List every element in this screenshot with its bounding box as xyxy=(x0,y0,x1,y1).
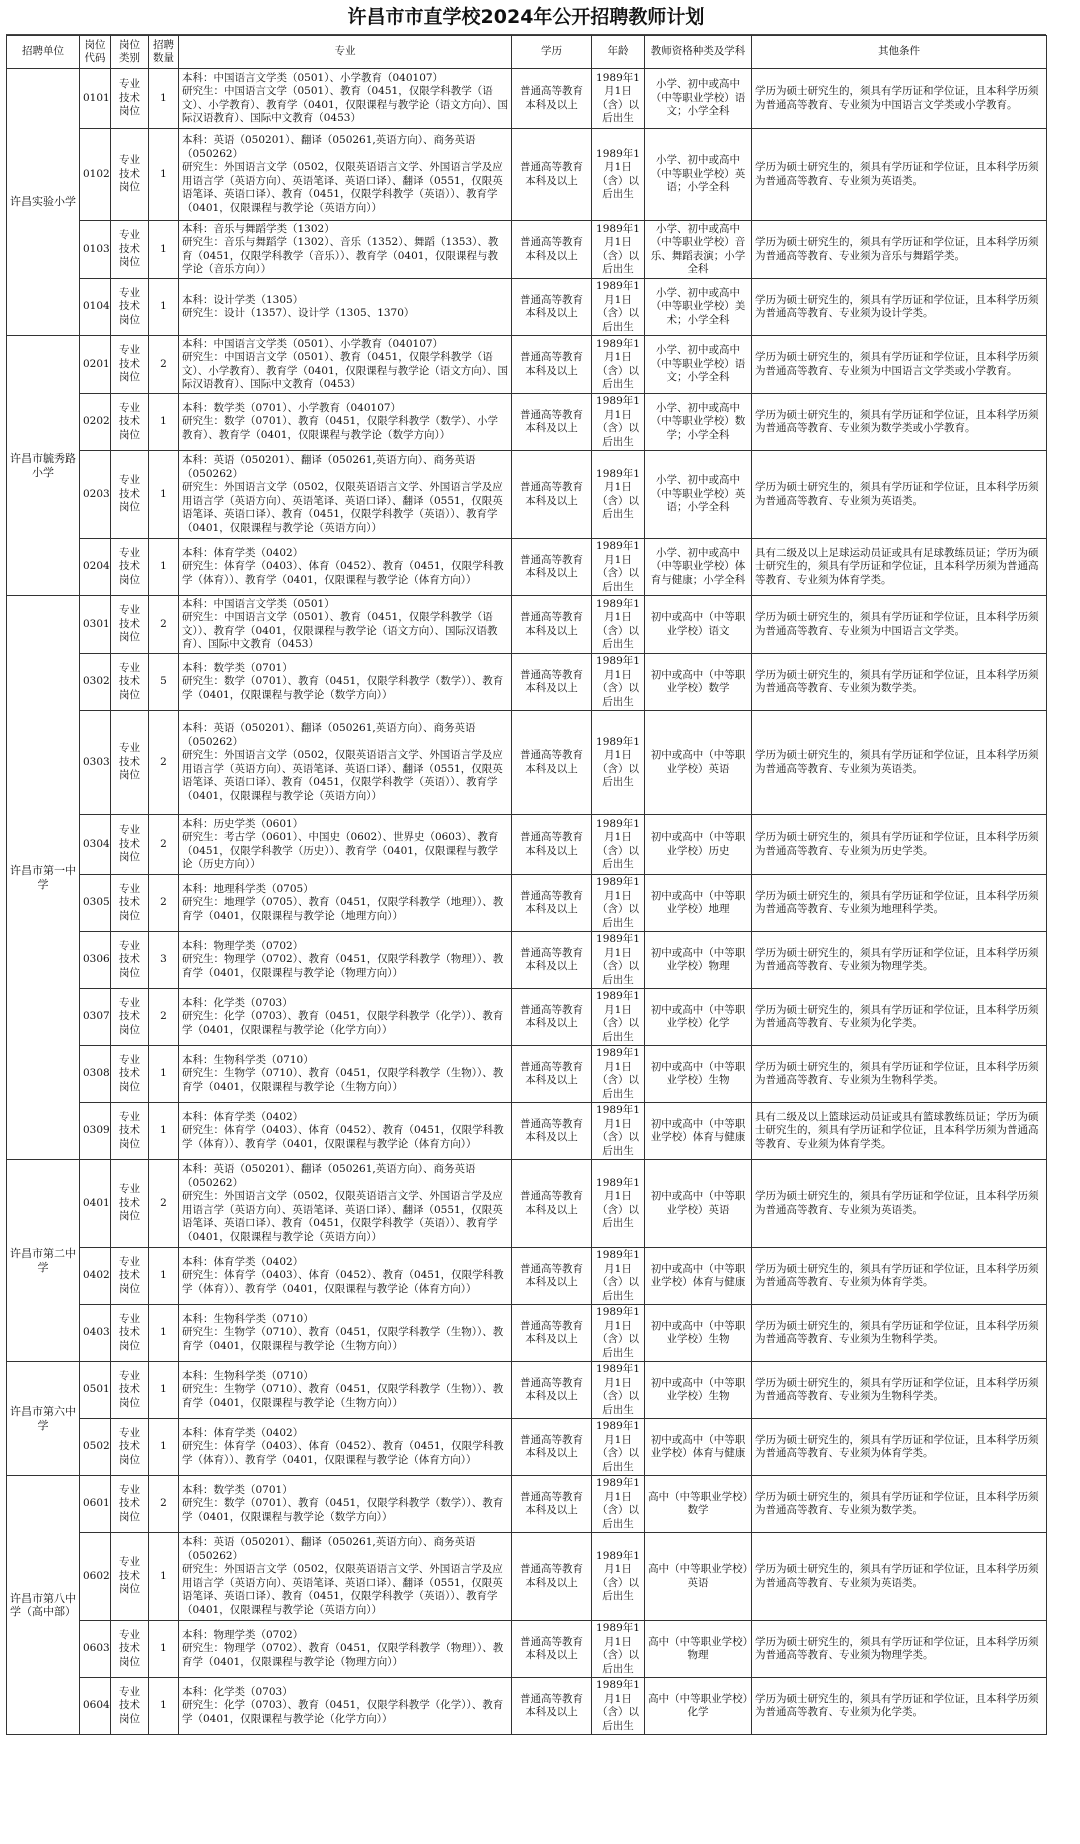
table-row xyxy=(7,1248,1047,1305)
age-cell: 1989年1月1日（含）以后出生 xyxy=(592,875,645,932)
other-conditions-cell: 学历为硕士研究生的，须具有学历证和学位证，且本科学历须为普通高等教育、专业须为英语类。 xyxy=(752,1533,1047,1621)
header-other: 其他条件 xyxy=(752,36,1047,69)
age-cell: 1989年1月1日（含）以后出生 xyxy=(592,394,645,451)
unit-name-cell: 许昌市第二中学 xyxy=(7,1160,80,1362)
position-code-cell: 0403 xyxy=(80,1305,111,1362)
major-cell: 本科：地理科学类（0705） 研究生：地理学（0705）、教育（0451，仅限学科教学（地理））、教育学（0401，仅限课程与教学论（地理方向）） xyxy=(179,875,512,932)
table-row xyxy=(7,394,1047,451)
other-conditions-cell: 学历为硕士研究生的，须具有学历证和学位证，且本科学历须为普通高等教育、专业须为中国语言文学类或小学教育。 xyxy=(752,336,1047,394)
position-category-cell: 专业技术岗位 xyxy=(111,1476,149,1533)
other-conditions-cell: 学历为硕士研究生的，须具有学历证和学位证，且本科学历须为普通高等教育、专业须为英语类。 xyxy=(752,129,1047,221)
table-row xyxy=(7,1419,1047,1476)
headcount-cell: 1 xyxy=(149,1419,179,1476)
age-cell: 1989年1月1日（含）以后出生 xyxy=(592,336,645,394)
other-conditions-cell: 学历为硕士研究生的，须具有学历证和学位证，且本科学历须为普通高等教育、专业须为生物科学类。 xyxy=(752,1362,1047,1419)
position-category-cell: 专业技术岗位 xyxy=(111,1046,149,1103)
position-category-cell: 专业技术岗位 xyxy=(111,336,149,394)
education-cell: 普通高等教育本科及以上 xyxy=(512,815,592,875)
table-row xyxy=(7,221,1047,279)
table-row xyxy=(7,336,1047,394)
position-category-cell: 专业技术岗位 xyxy=(111,711,149,815)
position-category-cell: 专业技术岗位 xyxy=(111,1621,149,1678)
education-cell: 普通高等教育本科及以上 xyxy=(512,1046,592,1103)
education-cell: 普通高等教育本科及以上 xyxy=(512,129,592,221)
education-cell: 普通高等教育本科及以上 xyxy=(512,69,592,129)
position-code-cell: 0306 xyxy=(80,932,111,989)
header-category: 岗位类别 xyxy=(111,36,149,69)
position-code-cell: 0101 xyxy=(80,69,111,129)
major-cell: 本科：化学类（0703） 研究生：化学（0703）、教育（0451，仅限学科教学（化学））、教育学（0401，仅限课程与教学论（化学方向）） xyxy=(179,989,512,1046)
table-row xyxy=(7,1621,1047,1678)
other-conditions-cell: 具有二级及以上足球运动员证或具有足球教练员证；学历为硕士研究生的，须具有学历证和学位证，且本科学历须为普通高等教育、专业须为体育学类。 xyxy=(752,539,1047,596)
position-code-cell: 0309 xyxy=(80,1103,111,1160)
major-cell: 本科：英语（050201）、翻译（050261,英语方向）、商务英语（050262） 研究生：外国语言文学（0502，仅限英语语言文学、外国语言学及应用语言学（英语方向）、英语笔译、英语口译）、翻译（0551，仅限英语笔译、英语口译）、教育（0451，仅限学科教学（英语））、教育学（0401，仅限课程与教学论（英语方向）） xyxy=(179,711,512,815)
education-cell: 普通高等教育本科及以上 xyxy=(512,1533,592,1621)
table-body xyxy=(7,69,1047,1735)
certificate-cell: 高中（中等职业学校）物理 xyxy=(645,1621,752,1678)
header-code: 岗位代码 xyxy=(80,36,111,69)
position-category-cell: 专业技术岗位 xyxy=(111,451,149,539)
table-row xyxy=(7,1476,1047,1533)
education-cell: 普通高等教育本科及以上 xyxy=(512,394,592,451)
education-cell: 普通高等教育本科及以上 xyxy=(512,221,592,279)
certificate-cell: 初中或高中（中等职业学校）历史 xyxy=(645,815,752,875)
headcount-cell: 1 xyxy=(149,221,179,279)
position-code-cell: 0401 xyxy=(80,1160,111,1248)
headcount-cell: 1 xyxy=(149,394,179,451)
table-row xyxy=(7,711,1047,815)
table-row xyxy=(7,1160,1047,1248)
position-code-cell: 0301 xyxy=(80,596,111,654)
other-conditions-cell: 学历为硕士研究生的，须具有学历证和学位证，且本科学历须为普通高等教育、专业须为生物科学类。 xyxy=(752,1305,1047,1362)
other-conditions-cell: 学历为硕士研究生的，须具有学历证和学位证，且本科学历须为普通高等教育、专业须为英语类。 xyxy=(752,1160,1047,1248)
certificate-cell: 初中或高中（中等职业学校）生物 xyxy=(645,1362,752,1419)
header-unit: 招聘单位 xyxy=(7,36,80,69)
position-code-cell: 0501 xyxy=(80,1362,111,1419)
certificate-cell: 小学、初中或高中（中等职业学校）音乐、舞蹈表演；小学全科 xyxy=(645,221,752,279)
table-row xyxy=(7,451,1047,539)
position-code-cell: 0304 xyxy=(80,815,111,875)
age-cell: 1989年1月1日（含）以后出生 xyxy=(592,69,645,129)
position-category-cell: 专业技术岗位 xyxy=(111,815,149,875)
major-cell: 本科：数学类（0701）、小学教育（040107） 研究生：数学（0701）、教育（0451，仅限学科教学（数学）、小学教育）、教育学（0401，仅限课程与教学论（数学方向）） xyxy=(179,394,512,451)
position-category-cell: 专业技术岗位 xyxy=(111,539,149,596)
unit-name-cell: 许昌市第六中学 xyxy=(7,1362,80,1476)
other-conditions-cell: 学历为硕士研究生的，须具有学历证和学位证，且本科学历须为普通高等教育、专业须为数学类或小学教育。 xyxy=(752,394,1047,451)
age-cell: 1989年1月1日（含）以后出生 xyxy=(592,1248,645,1305)
age-cell: 1989年1月1日（含）以后出生 xyxy=(592,1305,645,1362)
major-cell: 本科：化学类（0703） 研究生：化学（0703）、教育（0451，仅限学科教学（化学））、教育学（0401，仅限课程与教学论（化学方向）） xyxy=(179,1678,512,1735)
position-code-cell: 0303 xyxy=(80,711,111,815)
age-cell: 1989年1月1日（含）以后出生 xyxy=(592,451,645,539)
other-conditions-cell: 学历为硕士研究生的，须具有学历证和学位证，且本科学历须为普通高等教育、专业须为数学类。 xyxy=(752,1476,1047,1533)
position-category-cell: 专业技术岗位 xyxy=(111,69,149,129)
page-title: 许昌市市直学校2024年公开招聘教师计划 xyxy=(6,0,1046,35)
headcount-cell: 1 xyxy=(149,129,179,221)
table-row xyxy=(7,1362,1047,1419)
age-cell: 1989年1月1日（含）以后出生 xyxy=(592,279,645,336)
headcount-cell: 1 xyxy=(149,69,179,129)
other-conditions-cell: 学历为硕士研究生的，须具有学历证和学位证，且本科学历须为普通高等教育、专业须为体育学类。 xyxy=(752,1419,1047,1476)
major-cell: 本科：生物科学类（0710） 研究生：生物学（0710）、教育（0451，仅限学科教学（生物））、教育学（0401，仅限课程与教学论（生物方向）） xyxy=(179,1046,512,1103)
major-cell: 本科：音乐与舞蹈学类（1302） 研究生：音乐与舞蹈学（1302）、音乐（1352）、舞蹈（1353）、教育（0451，仅限学科教学（音乐））、教育学（0401，仅限课程与教学论（音乐方向）） xyxy=(179,221,512,279)
certificate-cell: 初中或高中（中等职业学校）生物 xyxy=(645,1305,752,1362)
major-cell: 本科：历史学类（0601） 研究生：考古学（0601）、中国史（0602）、世界史（0603）、教育（0451，仅限学科教学（历史））、教育学（0401，仅限课程与教学论（历史方向）） xyxy=(179,815,512,875)
header-major: 专业 xyxy=(179,36,512,69)
position-category-cell: 专业技术岗位 xyxy=(111,1533,149,1621)
position-category-cell: 专业技术岗位 xyxy=(111,279,149,336)
certificate-cell: 初中或高中（中等职业学校）生物 xyxy=(645,1046,752,1103)
major-cell: 本科：体育学类（0402） 研究生：体育学（0403）、体育（0452）、教育（0451，仅限学科教学（体育））、教育学（0401，仅限课程与教学论（体育方向）） xyxy=(179,1248,512,1305)
certificate-cell: 小学、初中或高中（中等职业学校）美术；小学全科 xyxy=(645,279,752,336)
position-category-cell: 专业技术岗位 xyxy=(111,1103,149,1160)
major-cell: 本科：英语（050201）、翻译（050261,英语方向）、商务英语（050262） 研究生：外国语言文学（0502，仅限英语语言文学、外国语言学及应用语言学（英语方向）、英语笔译、英语口译）、翻译（0551，仅限英语笔译、英语口译）、教育（0451，仅限学科教学（英语））、教育学（0401，仅限课程与教学论（英语方向）） xyxy=(179,1160,512,1248)
other-conditions-cell: 学历为硕士研究生的，须具有学历证和学位证，且本科学历须为普通高等教育、专业须为中国语言文学类。 xyxy=(752,596,1047,654)
position-category-cell: 专业技术岗位 xyxy=(111,654,149,711)
other-conditions-cell: 学历为硕士研究生的，须具有学历证和学位证，且本科学历须为普通高等教育、专业须为英语类。 xyxy=(752,451,1047,539)
headcount-cell: 1 xyxy=(149,1362,179,1419)
position-category-cell: 专业技术岗位 xyxy=(111,875,149,932)
headcount-cell: 5 xyxy=(149,654,179,711)
table-row xyxy=(7,875,1047,932)
other-conditions-cell: 学历为硕士研究生的，须具有学历证和学位证，且本科学历须为普通高等教育、专业须为生物科学类。 xyxy=(752,1046,1047,1103)
table-row xyxy=(7,69,1047,129)
education-cell: 普通高等教育本科及以上 xyxy=(512,596,592,654)
position-code-cell: 0502 xyxy=(80,1419,111,1476)
other-conditions-cell: 学历为硕士研究生的，须具有学历证和学位证，且本科学历须为普通高等教育、专业须为数学类。 xyxy=(752,654,1047,711)
age-cell: 1989年1月1日（含）以后出生 xyxy=(592,815,645,875)
headcount-cell: 3 xyxy=(149,932,179,989)
table-row xyxy=(7,1103,1047,1160)
certificate-cell: 初中或高中（中等职业学校）体育与健康 xyxy=(645,1419,752,1476)
major-cell: 本科：英语（050201）、翻译（050261,英语方向）、商务英语（050262） 研究生：外国语言文学（0502，仅限英语语言文学、外国语言学及应用语言学（英语方向）、英语笔译、英语口译）、翻译（0551，仅限英语笔译、英语口译）、教育（0451，仅限学科教学（英语））、教育学（0401，仅限课程与教学论（英语方向）） xyxy=(179,1533,512,1621)
position-category-cell: 专业技术岗位 xyxy=(111,932,149,989)
education-cell: 普通高等教育本科及以上 xyxy=(512,1476,592,1533)
major-cell: 本科：数学类（0701） 研究生：数学（0701）、教育（0451，仅限学科教学（数学））、教育学（0401，仅限课程与教学论（数学方向）） xyxy=(179,654,512,711)
education-cell: 普通高等教育本科及以上 xyxy=(512,279,592,336)
header-certificate: 教师资格种类及学科 xyxy=(645,36,752,69)
certificate-cell: 初中或高中（中等职业学校）地理 xyxy=(645,875,752,932)
headcount-cell: 2 xyxy=(149,1160,179,1248)
major-cell: 本科：英语（050201）、翻译（050261,英语方向）、商务英语（050262） 研究生：外国语言文学（0502，仅限英语语言文学、外国语言学及应用语言学（英语方向）、英语笔译、英语口译）、翻译（0551，仅限英语笔译、英语口译）、教育（0451，仅限学科教学（英语））、教育学（0401，仅限课程与教学论（英语方向）） xyxy=(179,451,512,539)
headcount-cell: 2 xyxy=(149,815,179,875)
age-cell: 1989年1月1日（含）以后出生 xyxy=(592,129,645,221)
other-conditions-cell: 学历为硕士研究生的，须具有学历证和学位证，且本科学历须为普通高等教育、专业须为物理学类。 xyxy=(752,932,1047,989)
age-cell: 1989年1月1日（含）以后出生 xyxy=(592,596,645,654)
headcount-cell: 2 xyxy=(149,1476,179,1533)
certificate-cell: 高中（中等职业学校）数学 xyxy=(645,1476,752,1533)
unit-name-cell: 许昌市第一中学 xyxy=(7,596,80,1160)
table-row xyxy=(7,1533,1047,1621)
education-cell: 普通高等教育本科及以上 xyxy=(512,1103,592,1160)
certificate-cell: 初中或高中（中等职业学校）英语 xyxy=(645,711,752,815)
age-cell: 1989年1月1日（含）以后出生 xyxy=(592,1362,645,1419)
table-row xyxy=(7,1678,1047,1735)
age-cell: 1989年1月1日（含）以后出生 xyxy=(592,1621,645,1678)
education-cell: 普通高等教育本科及以上 xyxy=(512,1419,592,1476)
headcount-cell: 1 xyxy=(149,1305,179,1362)
major-cell: 本科：设计学类（1305） 研究生：设计（1357）、设计学（1305、1370） xyxy=(179,279,512,336)
position-code-cell: 0103 xyxy=(80,221,111,279)
major-cell: 本科：中国语言文学类（0501） 研究生：中国语言文学（0501）、教育（0451，仅限学科教学（语文））、教育学（0401，仅限课程与教学论（语文方向）、国际汉语教育）、国际中文教育（0453） xyxy=(179,596,512,654)
position-category-cell: 专业技术岗位 xyxy=(111,394,149,451)
unit-name-cell: 许昌市毓秀路小学 xyxy=(7,336,80,596)
age-cell: 1989年1月1日（含）以后出生 xyxy=(592,989,645,1046)
major-cell: 本科：体育学类（0402） 研究生：体育学（0403）、体育（0452）、教育（0451，仅限学科教学（体育））、教育学（0401，仅限课程与教学论（体育方向）） xyxy=(179,1103,512,1160)
header-count: 招聘数量 xyxy=(149,36,179,69)
headcount-cell: 1 xyxy=(149,1248,179,1305)
position-category-cell: 专业技术岗位 xyxy=(111,129,149,221)
table-row xyxy=(7,596,1047,654)
headcount-cell: 2 xyxy=(149,596,179,654)
certificate-cell: 初中或高中（中等职业学校）体育与健康 xyxy=(645,1103,752,1160)
education-cell: 普通高等教育本科及以上 xyxy=(512,1160,592,1248)
age-cell: 1989年1月1日（含）以后出生 xyxy=(592,1533,645,1621)
education-cell: 普通高等教育本科及以上 xyxy=(512,1248,592,1305)
certificate-cell: 高中（中等职业学校）英语 xyxy=(645,1533,752,1621)
position-code-cell: 0601 xyxy=(80,1476,111,1533)
header-row xyxy=(7,36,1047,69)
major-cell: 本科：物理学类（0702） 研究生：物理学（0702）、教育（0451，仅限学科教学（物理））、教育学（0401，仅限课程与教学论（物理方向）） xyxy=(179,1621,512,1678)
position-code-cell: 0102 xyxy=(80,129,111,221)
headcount-cell: 1 xyxy=(149,1533,179,1621)
headcount-cell: 1 xyxy=(149,539,179,596)
other-conditions-cell: 学历为硕士研究生的，须具有学历证和学位证，且本科学历须为普通高等教育、专业须为物理学类。 xyxy=(752,1621,1047,1678)
education-cell: 普通高等教育本科及以上 xyxy=(512,451,592,539)
headcount-cell: 2 xyxy=(149,989,179,1046)
position-category-cell: 专业技术岗位 xyxy=(111,1362,149,1419)
position-code-cell: 0202 xyxy=(80,394,111,451)
other-conditions-cell: 具有二级及以上篮球运动员证或具有篮球教练员证；学历为硕士研究生的，须具有学历证和学位证，且本科学历须为普通高等教育、专业须为体育学类。 xyxy=(752,1103,1047,1160)
age-cell: 1989年1月1日（含）以后出生 xyxy=(592,1103,645,1160)
other-conditions-cell: 学历为硕士研究生的，须具有学历证和学位证，且本科学历须为普通高等教育、专业须为体育学类。 xyxy=(752,1248,1047,1305)
age-cell: 1989年1月1日（含）以后出生 xyxy=(592,932,645,989)
table-row xyxy=(7,279,1047,336)
position-category-cell: 专业技术岗位 xyxy=(111,1419,149,1476)
position-code-cell: 0307 xyxy=(80,989,111,1046)
position-code-cell: 0604 xyxy=(80,1678,111,1735)
table-row xyxy=(7,815,1047,875)
education-cell: 普通高等教育本科及以上 xyxy=(512,336,592,394)
unit-name-cell: 许昌实验小学 xyxy=(7,69,80,336)
certificate-cell: 小学、初中或高中（中等职业学校）语文；小学全科 xyxy=(645,69,752,129)
position-category-cell: 专业技术岗位 xyxy=(111,1305,149,1362)
headcount-cell: 1 xyxy=(149,279,179,336)
education-cell: 普通高等教育本科及以上 xyxy=(512,989,592,1046)
other-conditions-cell: 学历为硕士研究生的，须具有学历证和学位证，且本科学历须为普通高等教育、专业须为中国语言文学类或小学教育。 xyxy=(752,69,1047,129)
age-cell: 1989年1月1日（含）以后出生 xyxy=(592,1678,645,1735)
age-cell: 1989年1月1日（含）以后出生 xyxy=(592,1476,645,1533)
position-category-cell: 专业技术岗位 xyxy=(111,1678,149,1735)
headcount-cell: 2 xyxy=(149,336,179,394)
position-code-cell: 0305 xyxy=(80,875,111,932)
other-conditions-cell: 学历为硕士研究生的，须具有学历证和学位证，且本科学历须为普通高等教育、专业须为设计学类。 xyxy=(752,279,1047,336)
education-cell: 普通高等教育本科及以上 xyxy=(512,654,592,711)
certificate-cell: 初中或高中（中等职业学校）语文 xyxy=(645,596,752,654)
position-category-cell: 专业技术岗位 xyxy=(111,1248,149,1305)
position-category-cell: 专业技术岗位 xyxy=(111,989,149,1046)
header-education: 学历 xyxy=(512,36,592,69)
position-code-cell: 0201 xyxy=(80,336,111,394)
table-row xyxy=(7,539,1047,596)
unit-name-cell: 许昌市第八中学（高中部） xyxy=(7,1476,80,1735)
education-cell: 普通高等教育本科及以上 xyxy=(512,1362,592,1419)
headcount-cell: 2 xyxy=(149,711,179,815)
age-cell: 1989年1月1日（含）以后出生 xyxy=(592,1419,645,1476)
certificate-cell: 小学、初中或高中（中等职业学校）体育与健康；小学全科 xyxy=(645,539,752,596)
header-age: 年龄 xyxy=(592,36,645,69)
table-row xyxy=(7,129,1047,221)
recruitment-table xyxy=(6,35,1047,1735)
education-cell: 普通高等教育本科及以上 xyxy=(512,932,592,989)
headcount-cell: 2 xyxy=(149,875,179,932)
position-code-cell: 0302 xyxy=(80,654,111,711)
major-cell: 本科：生物科学类（0710） 研究生：生物学（0710）、教育（0451，仅限学科教学（生物））、教育学（0401，仅限课程与教学论（生物方向）） xyxy=(179,1305,512,1362)
position-category-cell: 专业技术岗位 xyxy=(111,1160,149,1248)
major-cell: 本科：英语（050201）、翻译（050261,英语方向）、商务英语（050262） 研究生：外国语言文学（0502，仅限英语语言文学、外国语言学及应用语言学（英语方向）、英语笔译、英语口译）、翻译（0551，仅限英语笔译、英语口译）、教育（0451，仅限学科教学（英语））、教育学（0401，仅限课程与教学论（英语方向）） xyxy=(179,129,512,221)
certificate-cell: 小学、初中或高中（中等职业学校）语文；小学全科 xyxy=(645,336,752,394)
education-cell: 普通高等教育本科及以上 xyxy=(512,711,592,815)
table-row xyxy=(7,1305,1047,1362)
table-row xyxy=(7,989,1047,1046)
age-cell: 1989年1月1日（含）以后出生 xyxy=(592,539,645,596)
position-code-cell: 0402 xyxy=(80,1248,111,1305)
position-code-cell: 0603 xyxy=(80,1621,111,1678)
headcount-cell: 1 xyxy=(149,1621,179,1678)
other-conditions-cell: 学历为硕士研究生的，须具有学历证和学位证，且本科学历须为普通高等教育、专业须为地理科学类。 xyxy=(752,875,1047,932)
headcount-cell: 1 xyxy=(149,1678,179,1735)
table-row xyxy=(7,654,1047,711)
certificate-cell: 初中或高中（中等职业学校）化学 xyxy=(645,989,752,1046)
table-row xyxy=(7,1046,1047,1103)
position-code-cell: 0308 xyxy=(80,1046,111,1103)
certificate-cell: 初中或高中（中等职业学校）英语 xyxy=(645,1160,752,1248)
major-cell: 本科：体育学类（0402） 研究生：体育学（0403）、体育（0452）、教育（0451，仅限学科教学（体育））、教育学（0401，仅限课程与教学论（体育方向）） xyxy=(179,1419,512,1476)
major-cell: 本科：物理学类（0702） 研究生：物理学（0702）、教育（0451，仅限学科教学（物理））、教育学（0401，仅限课程与教学论（物理方向）） xyxy=(179,932,512,989)
education-cell: 普通高等教育本科及以上 xyxy=(512,1678,592,1735)
education-cell: 普通高等教育本科及以上 xyxy=(512,875,592,932)
headcount-cell: 1 xyxy=(149,451,179,539)
major-cell: 本科：生物科学类（0710） 研究生：生物学（0710）、教育（0451，仅限学科教学（生物））、教育学（0401，仅限课程与教学论（生物方向）） xyxy=(179,1362,512,1419)
certificate-cell: 小学、初中或高中（中等职业学校）数学；小学全科 xyxy=(645,394,752,451)
age-cell: 1989年1月1日（含）以后出生 xyxy=(592,1160,645,1248)
position-code-cell: 0203 xyxy=(80,451,111,539)
education-cell: 普通高等教育本科及以上 xyxy=(512,1305,592,1362)
position-code-cell: 0204 xyxy=(80,539,111,596)
certificate-cell: 初中或高中（中等职业学校）数学 xyxy=(645,654,752,711)
certificate-cell: 小学、初中或高中（中等职业学校）英语；小学全科 xyxy=(645,451,752,539)
age-cell: 1989年1月1日（含）以后出生 xyxy=(592,1046,645,1103)
major-cell: 本科：中国语言文学类（0501）、小学教育（040107） 研究生：中国语言文学（0501）、教育（0451，仅限学科教学（语文）、小学教育）、教育学（0401，仅限课程与教学论（语文方向）、国际汉语教育）、国际中文教育（0453） xyxy=(179,69,512,129)
other-conditions-cell: 学历为硕士研究生的，须具有学历证和学位证，且本科学历须为普通高等教育、专业须为历史学类。 xyxy=(752,815,1047,875)
major-cell: 本科：体育学类（0402） 研究生：体育学（0403）、体育（0452）、教育（0451，仅限学科教学（体育））、教育学（0401，仅限课程与教学论（体育方向）） xyxy=(179,539,512,596)
age-cell: 1989年1月1日（含）以后出生 xyxy=(592,221,645,279)
table-row xyxy=(7,932,1047,989)
education-cell: 普通高等教育本科及以上 xyxy=(512,1621,592,1678)
age-cell: 1989年1月1日（含）以后出生 xyxy=(592,654,645,711)
other-conditions-cell: 学历为硕士研究生的，须具有学历证和学位证，且本科学历须为普通高等教育、专业须为化学类。 xyxy=(752,989,1047,1046)
headcount-cell: 1 xyxy=(149,1103,179,1160)
position-code-cell: 0602 xyxy=(80,1533,111,1621)
position-category-cell: 专业技术岗位 xyxy=(111,596,149,654)
other-conditions-cell: 学历为硕士研究生的，须具有学历证和学位证，且本科学历须为普通高等教育、专业须为音乐与舞蹈学类。 xyxy=(752,221,1047,279)
major-cell: 本科：数学类（0701） 研究生：数学（0701）、教育（0451，仅限学科教学（数学））、教育学（0401，仅限课程与教学论（数学方向）） xyxy=(179,1476,512,1533)
position-code-cell: 0104 xyxy=(80,279,111,336)
position-category-cell: 专业技术岗位 xyxy=(111,221,149,279)
certificate-cell: 初中或高中（中等职业学校）物理 xyxy=(645,932,752,989)
certificate-cell: 小学、初中或高中（中等职业学校）英语；小学全科 xyxy=(645,129,752,221)
other-conditions-cell: 学历为硕士研究生的，须具有学历证和学位证，且本科学历须为普通高等教育、专业须为英语类。 xyxy=(752,711,1047,815)
age-cell: 1989年1月1日（含）以后出生 xyxy=(592,711,645,815)
certificate-cell: 高中（中等职业学校）化学 xyxy=(645,1678,752,1735)
headcount-cell: 1 xyxy=(149,1046,179,1103)
education-cell: 普通高等教育本科及以上 xyxy=(512,539,592,596)
certificate-cell: 初中或高中（中等职业学校）体育与健康 xyxy=(645,1248,752,1305)
major-cell: 本科：中国语言文学类（0501）、小学教育（040107） 研究生：中国语言文学（0501）、教育（0451，仅限学科教学（语文）、小学教育）、教育学（0401，仅限课程与教学论（语文方向）、国际汉语教育）、国际中文教育（0453） xyxy=(179,336,512,394)
other-conditions-cell: 学历为硕士研究生的，须具有学历证和学位证，且本科学历须为普通高等教育、专业须为化学类。 xyxy=(752,1678,1047,1735)
